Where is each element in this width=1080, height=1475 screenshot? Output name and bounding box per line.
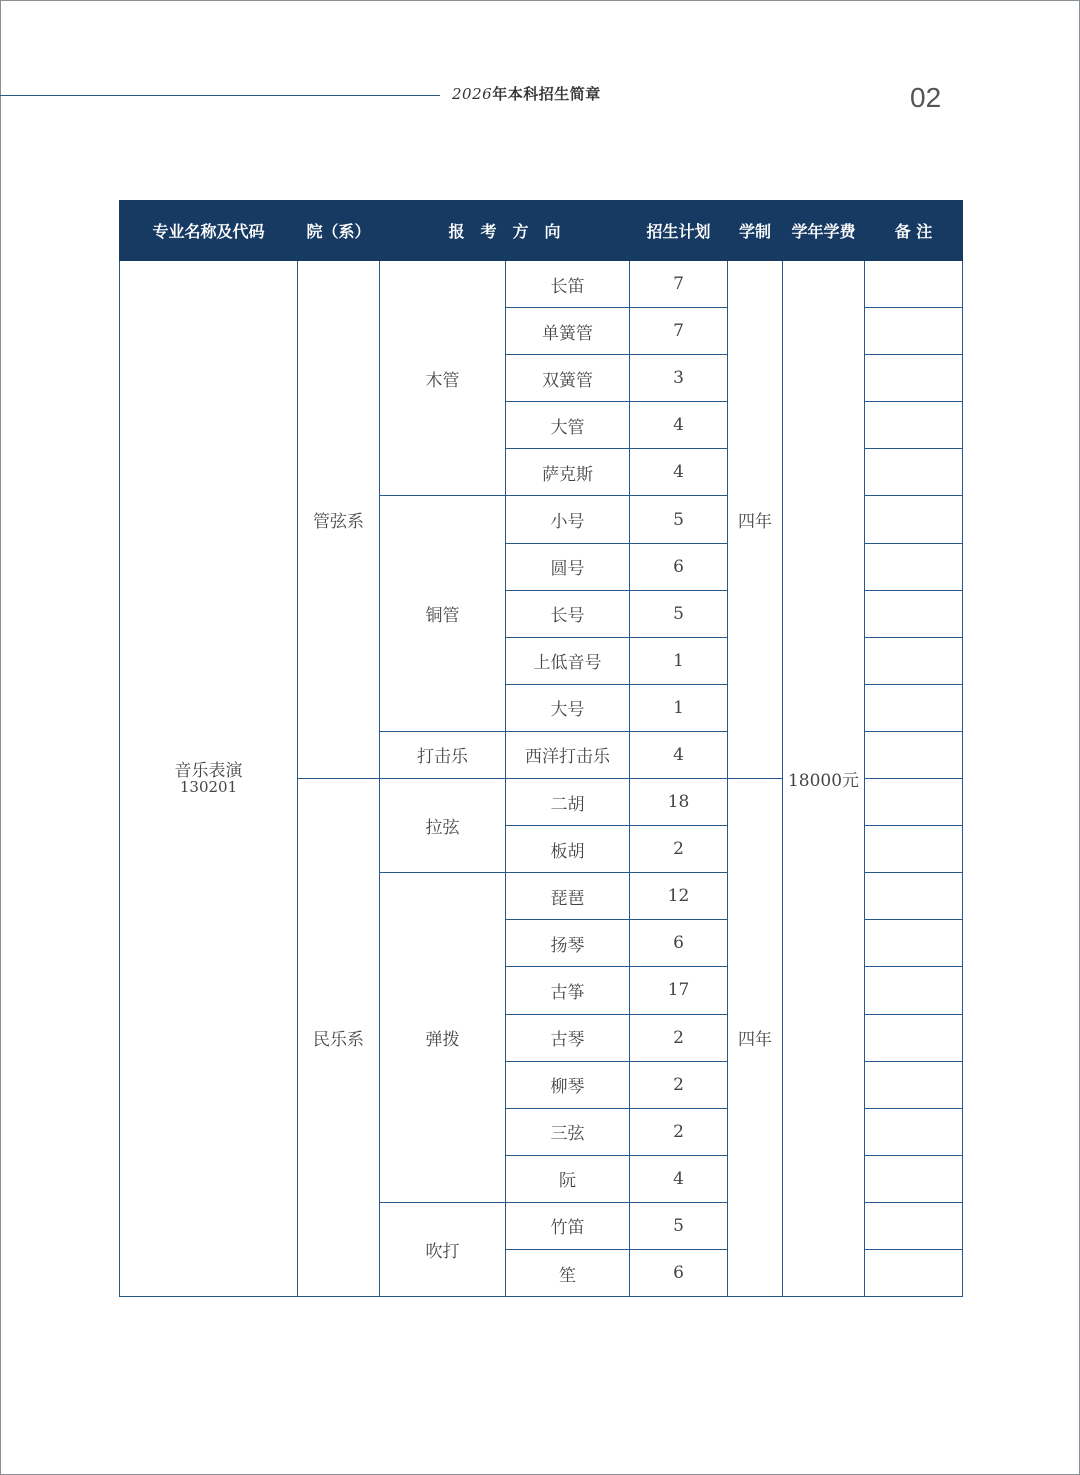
plan-cell: 2	[630, 1014, 728, 1061]
plan-cell: 6	[630, 920, 728, 967]
plan-cell: 4	[630, 402, 728, 449]
duration-cell: 四年	[728, 779, 783, 1297]
header-dept: 院（系）	[298, 201, 380, 261]
group-cell: 木管	[380, 261, 506, 496]
group-cell: 弹拨	[380, 873, 506, 1203]
dept-cell: 民乐系	[298, 779, 380, 1297]
remark-cell	[865, 684, 963, 731]
remark-cell	[865, 496, 963, 543]
group-cell: 打击乐	[380, 731, 506, 778]
header-fee: 学年学费	[783, 201, 865, 261]
remark-cell	[865, 1108, 963, 1155]
direction-cell: 长笛	[506, 261, 630, 308]
plan-cell: 4	[630, 1155, 728, 1202]
direction-cell: 古筝	[506, 967, 630, 1014]
group-cell: 拉弦	[380, 779, 506, 873]
plan-cell: 7	[630, 261, 728, 308]
remark-cell	[865, 355, 963, 402]
direction-cell: 大管	[506, 402, 630, 449]
fee-cell: 18000元	[783, 261, 865, 1297]
plan-cell: 4	[630, 449, 728, 496]
plan-cell: 12	[630, 873, 728, 920]
direction-cell: 板胡	[506, 826, 630, 873]
direction-cell: 大号	[506, 684, 630, 731]
remark-cell	[865, 826, 963, 873]
direction-cell: 琵琶	[506, 873, 630, 920]
direction-cell: 长号	[506, 590, 630, 637]
plan-cell: 2	[630, 1061, 728, 1108]
remark-cell	[865, 449, 963, 496]
remark-cell	[865, 967, 963, 1014]
remark-cell	[865, 779, 963, 826]
remark-cell	[865, 731, 963, 778]
remark-cell	[865, 1155, 963, 1202]
plan-cell: 5	[630, 590, 728, 637]
plan-cell: 4	[630, 731, 728, 778]
plan-cell: 6	[630, 1249, 728, 1296]
header-direction: 报 考 方 向	[380, 201, 630, 261]
direction-cell: 竹笛	[506, 1202, 630, 1249]
page-number: 02	[910, 82, 942, 113]
dept-cell: 管弦系	[298, 261, 380, 779]
table-body	[120, 261, 963, 1297]
direction-cell: 萨克斯	[506, 449, 630, 496]
remark-cell	[865, 261, 963, 308]
remark-cell	[865, 543, 963, 590]
direction-cell: 扬琴	[506, 920, 630, 967]
direction-cell: 阮	[506, 1155, 630, 1202]
direction-cell: 古琴	[506, 1014, 630, 1061]
major-name: 音乐表演	[174, 761, 243, 782]
header-major: 专业名称及代码	[120, 201, 298, 261]
major-cell	[120, 261, 298, 1297]
plan-cell: 17	[630, 967, 728, 1014]
remark-cell	[865, 308, 963, 355]
header-remark: 备 注	[865, 201, 963, 261]
header-year: 2026	[452, 85, 493, 103]
plan-cell: 18	[630, 779, 728, 826]
enrollment-plan-table	[119, 200, 963, 1297]
header-plan: 招生计划	[630, 201, 728, 261]
direction-cell: 三弦	[506, 1108, 630, 1155]
direction-cell: 柳琴	[506, 1061, 630, 1108]
header-title-text: 年本科招生简章	[492, 85, 601, 103]
duration-cell: 四年	[728, 261, 783, 779]
direction-cell: 西洋打击乐	[506, 731, 630, 778]
direction-cell: 双簧管	[506, 355, 630, 402]
remark-cell	[865, 920, 963, 967]
plan-cell: 7	[630, 308, 728, 355]
remark-cell	[865, 1249, 963, 1296]
header-title	[452, 83, 601, 104]
group-cell: 吹打	[380, 1202, 506, 1296]
direction-cell: 圆号	[506, 543, 630, 590]
remark-cell	[865, 402, 963, 449]
plan-cell: 2	[630, 1108, 728, 1155]
plan-cell: 2	[630, 826, 728, 873]
direction-cell: 二胡	[506, 779, 630, 826]
plan-cell: 5	[630, 1202, 728, 1249]
direction-cell: 笙	[506, 1249, 630, 1296]
remark-cell	[865, 1061, 963, 1108]
group-cell: 铜管	[380, 496, 506, 731]
direction-cell: 单簧管	[506, 308, 630, 355]
plan-cell: 1	[630, 684, 728, 731]
plan-cell: 1	[630, 637, 728, 684]
remark-cell	[865, 1014, 963, 1061]
plan-cell: 3	[630, 355, 728, 402]
remark-cell	[865, 1202, 963, 1249]
direction-cell: 上低音号	[506, 637, 630, 684]
major-code: 130201	[179, 778, 238, 797]
header-rule	[0, 95, 440, 96]
plan-cell: 5	[630, 496, 728, 543]
direction-cell: 小号	[506, 496, 630, 543]
plan-cell: 6	[630, 543, 728, 590]
remark-cell	[865, 637, 963, 684]
remark-cell	[865, 873, 963, 920]
remark-cell	[865, 590, 963, 637]
table-header-row	[120, 201, 963, 261]
table-row	[120, 261, 963, 308]
header-duration: 学制	[728, 201, 783, 261]
